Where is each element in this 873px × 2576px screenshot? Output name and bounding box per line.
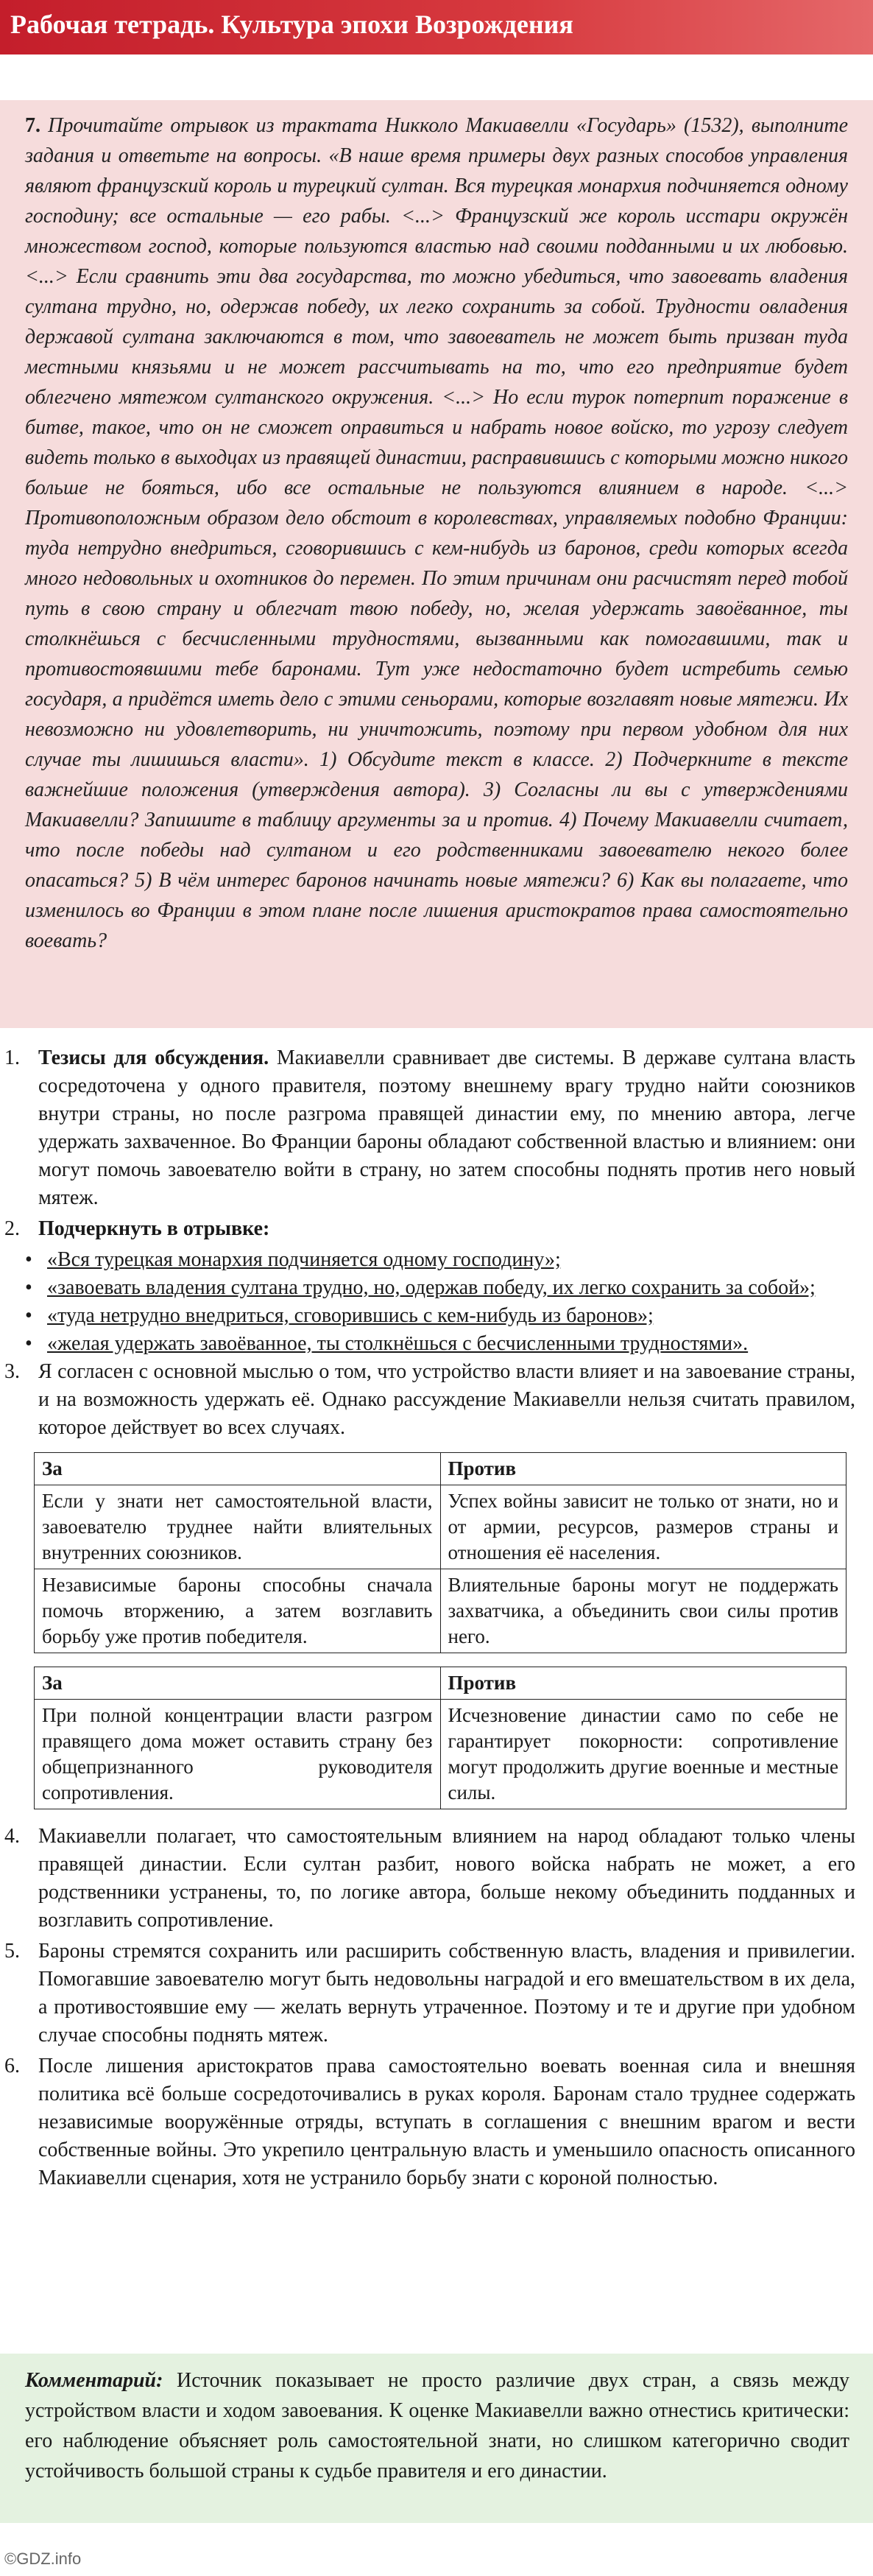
pros-cons-table-2 xyxy=(34,1667,847,1809)
list-item: • «завоевать владения султана трудно, но, одержав победу, их легко сохранить за собой»; xyxy=(25,1276,816,1299)
answer-number: 1. xyxy=(4,1046,20,1069)
answer-number: 6. xyxy=(4,2055,20,2077)
table-cell: Исчезновение династии само по себе не гарантирует покорности: сопротивление могут продолжить другие военные и местные силы. xyxy=(440,1700,847,1809)
column-header-con: Против xyxy=(440,1667,847,1700)
comment-box xyxy=(0,2354,873,2523)
answer-text: Я согласен с основной мыслью о том, что устройство власти влияет и на завоевание страны, и на возможность удержать её. Однако рассуждение Макиавелли нельзя считать правилом, которое действует во всех случаях. xyxy=(38,1360,855,1439)
list-item: • «Вся турецкая монархия подчиняется одному господину»; xyxy=(25,1248,561,1271)
comment-body: Источник показывает не просто различие двух стран, а связь между устройством власти и ходом завоевания. К оценке Макиавелли важно отнестись критически: его наблюдение объясняет роль самостоятельной знати, но слишком категорично сводит устойчивость большой страны к судьбе правителя и его династии. xyxy=(25,2369,849,2482)
answer-5 xyxy=(0,1938,873,2049)
pros-cons-table-1 xyxy=(34,1452,847,1653)
task-body: Прочитайте отрывок из трактата Никколо Макиавелли «Государь» (1532), выполните задания и ответьте на вопросы. «В наше время примеры двух разных способов управления являют французский король и турецкий султан. Вся турецкая монархия подчиняется одному господину; все остальные — его рабы. <...> Французский же король исстари окружён множеством господ, которые пользуются властью над своими подданными и их любовью. <...> Если сравнить эти два государства, то можно убедиться, что завоевать владения султана трудно, но, одержав победу, их легко сохранить за собой. Трудности овладения державой султана заключаются в том, что завоеватель не может быть призван туда местными князьями и не может рассчитывать на то, что его предприятие будет облегчено мятежом султанского окружения. <...> Но если турок потерпит поражение в битве, такое, что он не сможет оправиться и набрать новое войско, то угрозу следует видеть только в выходцах из правящей династии, расправившись с которыми можно никого больше не бояться, ибо все остальные не пользуются влиянием в народе. <...> Противоположным образом дело обстоит в королевствах, управляемых подобно Франции: туда нетрудно внедриться, сговорившись с кем-нибудь из баронов, среди которых всегда много недовольных и охотников до перемен. По этим причинам они расчистят перед тобой путь в свою страну и облегчат твою победу, но, желая удержать завоёванное, ты столкнёшься с бесчисленными трудностями, вызванными как помогавшими, так и противостоявшими тебе баронами. Тут уже недостаточно будет истребить семью государя, а придётся иметь дело с этими сеньорами, которые возглавят новые мятежи. Их невозможно ни удовлетворить, ни уничтожить, поэтому при первом удобном для них случае ты лишишься власти». 1) Обсудите текст в классе. 2) Подчеркните в тексте важнейшие положения (утверждения автора). 3) Согласны ли вы с утверждениями Макиавелли? Запишите в таблицу аргументы за и против. 4) Почему Макиавелли считает, что после победы над султаном и его родственниками завоевателю некого более опасаться? 5) В чём интерес баронов начинать новые мятежи? 6) Как вы полагаете, что изменилось во Франции в этом плане после лишения аристократов права самостоятельно воевать? xyxy=(25,114,848,952)
task-text xyxy=(25,110,848,956)
page-header xyxy=(0,0,873,54)
table-cell: Влиятельные бароны могут не поддержать захватчика, а объединить свои силы против него. xyxy=(440,1569,847,1653)
table-row xyxy=(35,1485,847,1569)
table-cell: Независимые бароны способны сначала помочь вторжению, а затем возглавить борьбу уже против победителя. xyxy=(35,1569,441,1653)
table-header-row xyxy=(35,1667,847,1700)
list-item: • «желая удержать завоёванное, ты столкнёшься с бесчисленными трудностями». xyxy=(25,1332,749,1355)
answer-text: Макиавелли сравнивает две системы. В державе султана власть сосредоточена у одного правителя, поэтому внешнему врагу трудно найти союзников внутри страны, но после разгрома правящей династии ему, по мнению автора, легче удержать захваченное. Во Франции бароны обладают собственной властью и влиянием: они могут помочь завоевателю войти в страну, но затем способны поднять против него новый мятеж. xyxy=(38,1046,855,1209)
answer-text: Бароны стремятся сохранить или расширить собственную власть, владения и привилегии. Помогавшие завоевателю могут быть недовольны наградой и его вмешательством в их дела, а противостоявшие ему — желать вернуть утраченное. Поэтому и те и другие при удобном случае способны поднять мятеж. xyxy=(38,1940,855,2047)
answer-text: После лишения аристократов права самостоятельно воевать военная сила и внешняя политика всё больше сосредоточивались в руках короля. Баронам стало труднее содержать независимые вооружённые отряды, вступать в соглашения с внешним врагом и вести собственные войны. Это укрепило центральную власть и уменьшило опасность описанного Макиавелли сценария, хотя не устранило борьбу знати с короной полностью. xyxy=(38,2055,855,2189)
column-header-pro: За xyxy=(35,1667,441,1700)
table-row xyxy=(35,1700,847,1809)
task-box xyxy=(0,100,873,1028)
answer-number: 5. xyxy=(4,1940,20,1963)
table-cell: Если у знати нет самостоятельной власти, завоевателю труднее найти влиятельных внутренних союзников. xyxy=(35,1485,441,1569)
table-cell: Успех войны зависит не только от знати, но и от армии, ресурсов, размеров страны и отношения её населения. xyxy=(440,1485,847,1569)
answer-6 xyxy=(0,2052,873,2192)
table-header-row xyxy=(35,1453,847,1485)
underline-list xyxy=(0,1246,873,1358)
answer-heading: Тезисы для обсуждения. xyxy=(38,1046,269,1069)
answer-2 xyxy=(0,1215,873,1243)
answers xyxy=(0,1044,873,2195)
task-number: 7. xyxy=(25,114,40,137)
page-title: Рабочая тетрадь. Культура эпохи Возрождения xyxy=(10,10,573,39)
comment-label: Комментарий: xyxy=(25,2369,163,2392)
column-header-pro: За xyxy=(35,1453,441,1485)
table-cell: При полной концентрации власти разгром правящего дома может оставить страну без общепризнанного руководителя сопротивления. xyxy=(35,1700,441,1809)
comment-text xyxy=(25,2365,849,2486)
column-header-con: Против xyxy=(440,1453,847,1485)
answer-3 xyxy=(0,1358,873,1442)
answer-text: Макиавелли полагает, что самостоятельным влиянием на народ обладают только члены правящей династии. Если султан разбит, нового войска набрать не может, а его родственники устранены, то, по логике автора, больше некому объединить подданных и возглавить сопротивление. xyxy=(38,1825,855,1932)
answer-heading: Подчеркнуть в отрывке: xyxy=(38,1217,270,1240)
table-row xyxy=(35,1569,847,1653)
answer-number: 3. xyxy=(4,1360,20,1383)
answer-number: 2. xyxy=(4,1217,20,1240)
list-item: • «туда нетрудно внедриться, сговорившись с кем-нибудь из баронов»; xyxy=(25,1304,654,1327)
watermark: ©GDZ.info xyxy=(4,2549,82,2568)
answer-4 xyxy=(0,1823,873,1935)
answer-1 xyxy=(0,1044,873,1212)
answer-number: 4. xyxy=(4,1825,20,1848)
